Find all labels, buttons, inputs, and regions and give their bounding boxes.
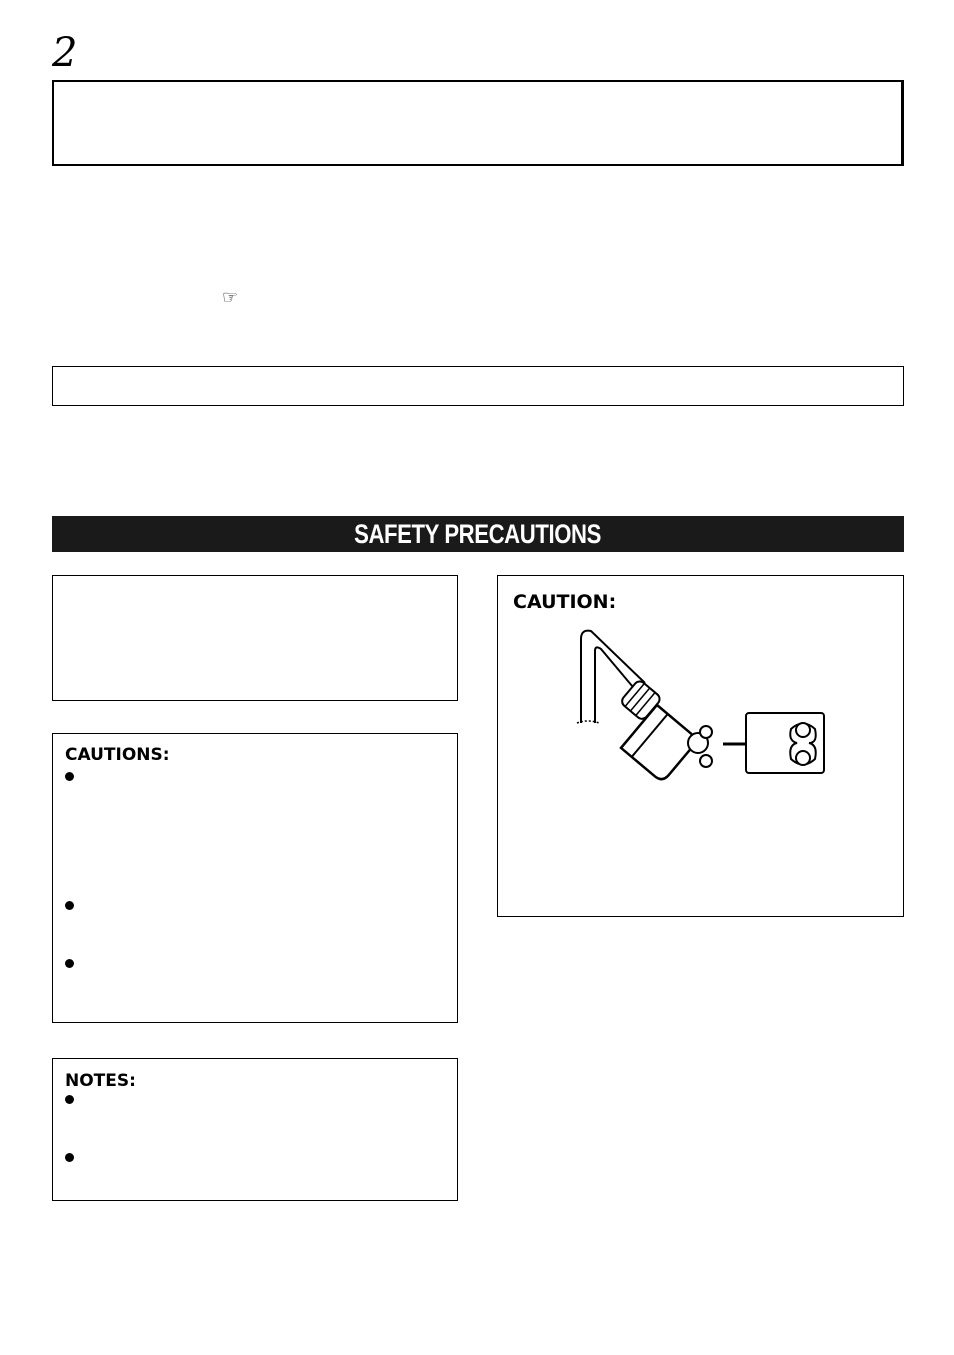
middle-notice-box [52,366,904,406]
section-title: SAFETY PRECAUTIONS [354,519,602,549]
cautions-title: CAUTIONS: [65,745,170,765]
notes-box [52,1058,458,1201]
bullet-icon [65,959,74,968]
bullet-icon [65,1153,74,1162]
cautions-box [52,733,458,1023]
power-plug-illustration [573,621,833,781]
bullet-icon [65,772,74,781]
top-notice-box [52,80,904,166]
section-banner [52,516,904,552]
warning-box [52,575,458,701]
caution-box [497,575,904,917]
caution-title: CAUTION: [513,591,617,613]
bullet-icon [65,1095,74,1104]
pointing-hand-icon: ☞ [222,287,239,308]
notes-title: NOTES: [65,1071,136,1091]
bullet-icon [65,901,74,910]
page-number: 2 [52,30,78,76]
